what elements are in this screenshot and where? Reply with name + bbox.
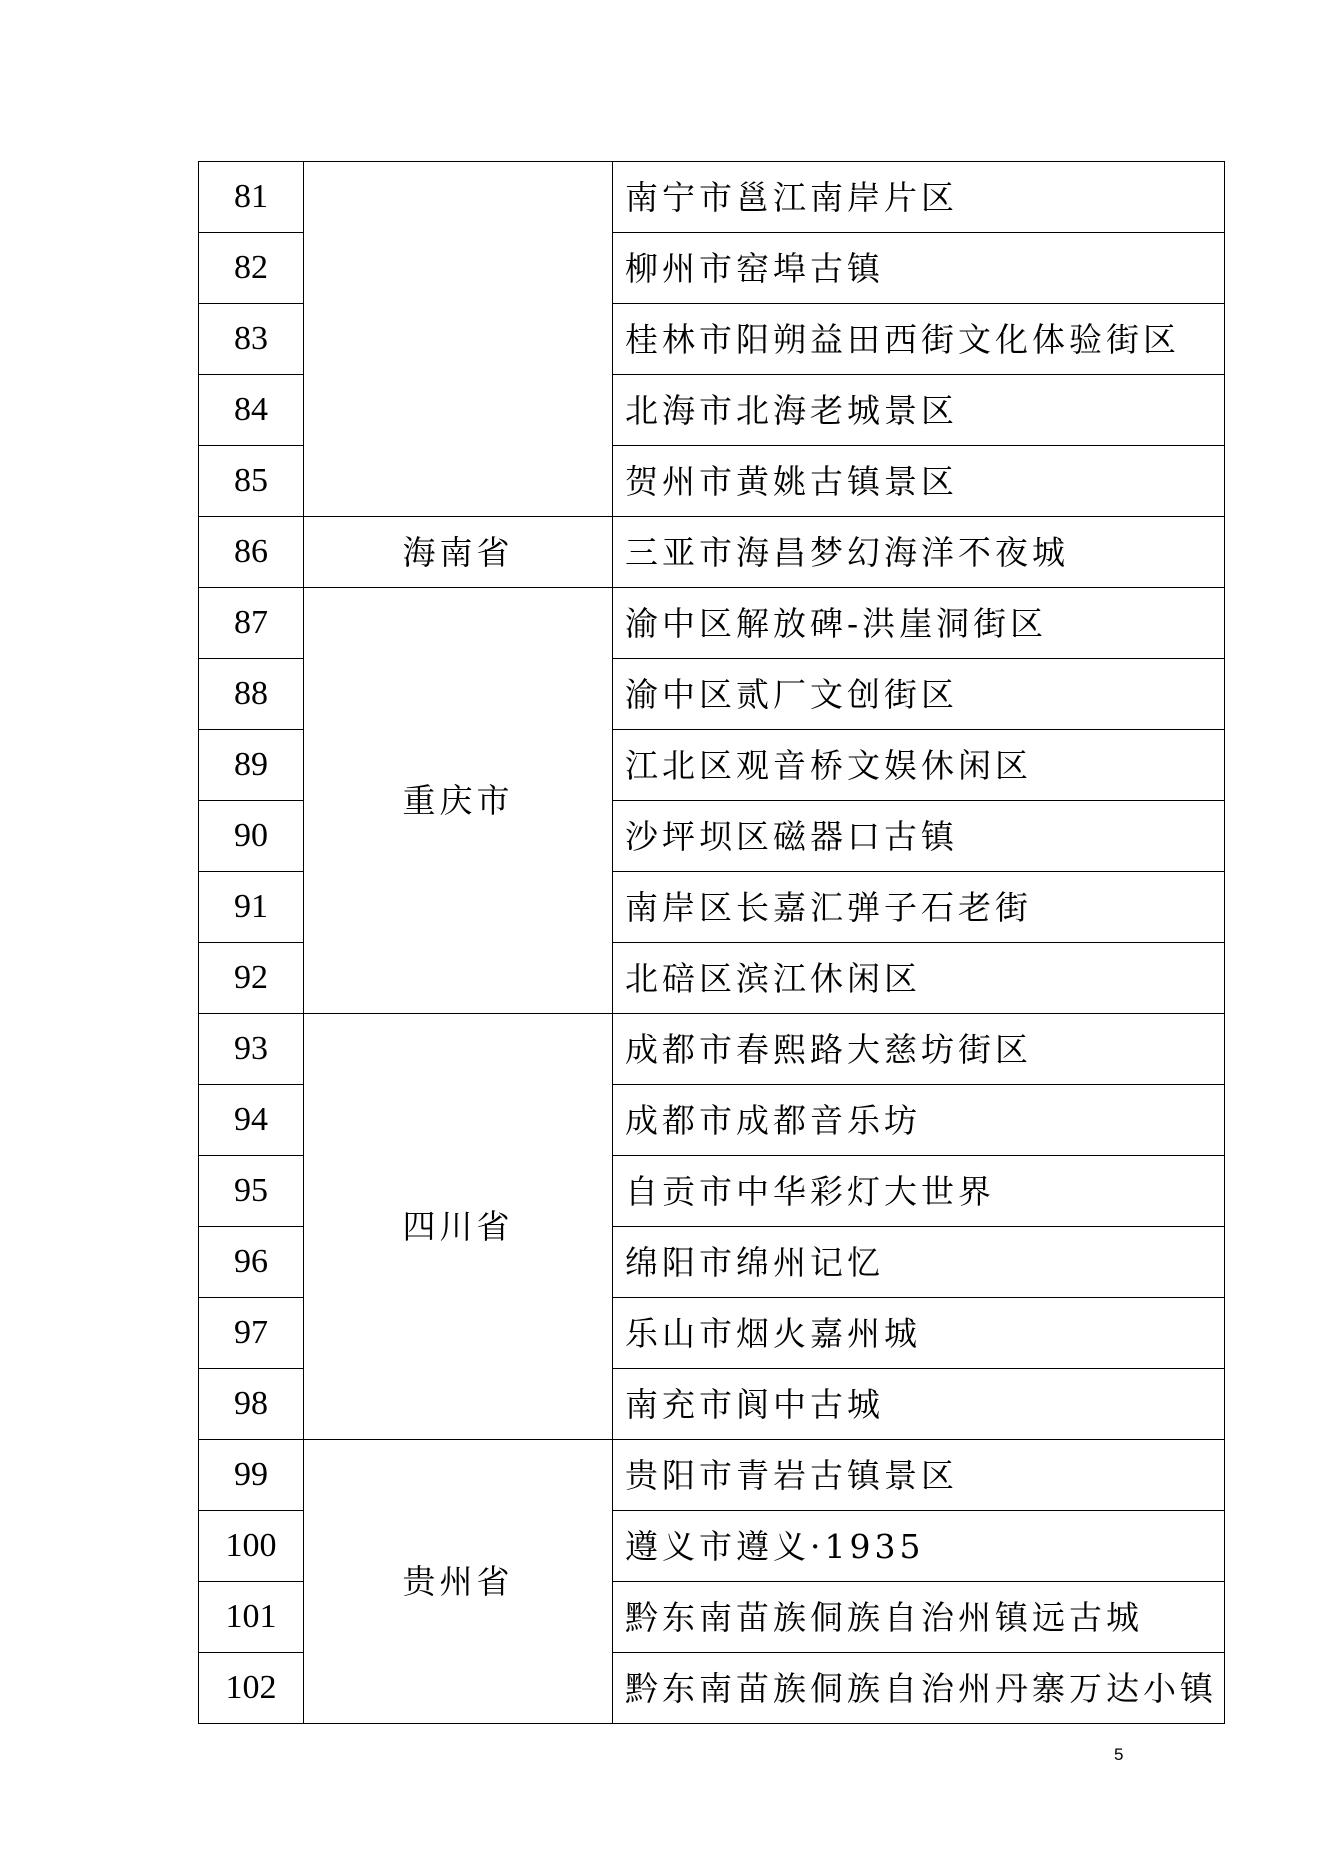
row-number-cell: 93	[199, 1014, 304, 1085]
row-number-cell: 101	[199, 1582, 304, 1653]
district-name-cell: 三亚市海昌梦幻海洋不夜城	[613, 517, 1225, 588]
district-name-cell: 桂林市阳朔益田西街文化体验街区	[613, 304, 1225, 375]
row-number-cell: 95	[199, 1156, 304, 1227]
table-row	[199, 588, 1225, 659]
district-name-cell: 黔东南苗族侗族自治州丹寨万达小镇	[613, 1653, 1225, 1724]
row-number-cell: 86	[199, 517, 304, 588]
district-name-cell: 渝中区贰厂文创街区	[613, 659, 1225, 730]
row-number-cell: 88	[199, 659, 304, 730]
district-name-cell: 渝中区解放碑-洪崖洞街区	[613, 588, 1225, 659]
table-row	[199, 1440, 1225, 1511]
province-cell	[304, 162, 613, 517]
row-number-cell: 89	[199, 730, 304, 801]
row-number-cell: 97	[199, 1298, 304, 1369]
district-name-cell: 沙坪坝区磁器口古镇	[613, 801, 1225, 872]
district-name-cell: 贺州市黄姚古镇景区	[613, 446, 1225, 517]
row-number-cell: 85	[199, 446, 304, 517]
district-name-cell: 柳州市窑埠古镇	[613, 233, 1225, 304]
row-number-cell: 91	[199, 872, 304, 943]
row-number-cell: 98	[199, 1369, 304, 1440]
page-number: 5	[1114, 1745, 1124, 1764]
district-name-cell: 南宁市邕江南岸片区	[613, 162, 1225, 233]
table-row	[199, 162, 1225, 233]
row-number-cell: 81	[199, 162, 304, 233]
province-cell: 四川省	[304, 1014, 613, 1440]
table-body	[199, 162, 1225, 1724]
row-number-cell: 83	[199, 304, 304, 375]
row-number-cell: 100	[199, 1511, 304, 1582]
district-name-cell: 南充市阆中古城	[613, 1369, 1225, 1440]
row-number-cell: 96	[199, 1227, 304, 1298]
row-number-cell: 84	[199, 375, 304, 446]
district-name-cell: 南岸区长嘉汇弹子石老街	[613, 872, 1225, 943]
province-cell: 重庆市	[304, 588, 613, 1014]
row-number-cell: 99	[199, 1440, 304, 1511]
district-name-cell: 乐山市烟火嘉州城	[613, 1298, 1225, 1369]
row-number-cell: 87	[199, 588, 304, 659]
district-name-cell: 江北区观音桥文娱休闲区	[613, 730, 1225, 801]
table-row	[199, 517, 1225, 588]
district-name-cell: 贵阳市青岩古镇景区	[613, 1440, 1225, 1511]
district-name-cell: 北碚区滨江休闲区	[613, 943, 1225, 1014]
district-name-cell: 成都市成都音乐坊	[613, 1085, 1225, 1156]
row-number-cell: 92	[199, 943, 304, 1014]
row-number-cell: 102	[199, 1653, 304, 1724]
row-number-cell: 94	[199, 1085, 304, 1156]
district-name-cell: 黔东南苗族侗族自治州镇远古城	[613, 1582, 1225, 1653]
district-name-cell: 自贡市中华彩灯大世界	[613, 1156, 1225, 1227]
row-number-cell: 82	[199, 233, 304, 304]
district-list-table	[198, 161, 1225, 1724]
district-name-cell: 北海市北海老城景区	[613, 375, 1225, 446]
district-name-cell: 绵阳市绵州记忆	[613, 1227, 1225, 1298]
table-row	[199, 1014, 1225, 1085]
row-number-cell: 90	[199, 801, 304, 872]
province-cell: 海南省	[304, 517, 613, 588]
district-name-cell: 遵义市遵义·1935	[613, 1511, 1225, 1582]
province-cell: 贵州省	[304, 1440, 613, 1724]
district-name-cell: 成都市春熙路大慈坊街区	[613, 1014, 1225, 1085]
